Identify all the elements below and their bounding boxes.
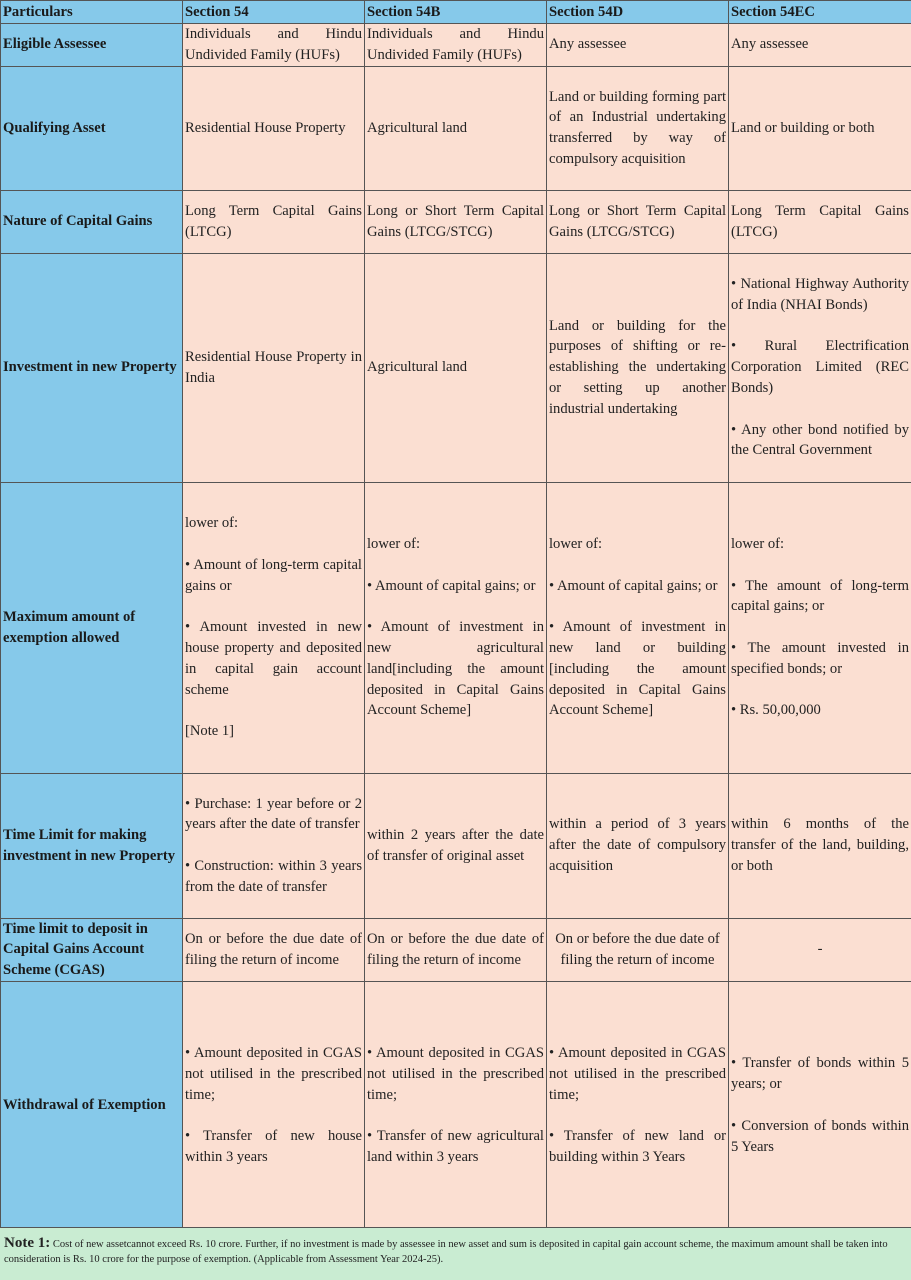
cell-paragraph: Long or Short Term Capital Gains (LTCG/STCG) — [549, 202, 726, 240]
cell-paragraph: lower of: — [549, 536, 603, 552]
cell-time-limit-cgas-section-54d — [547, 918, 729, 981]
cell-paragraph: • Transfer of new house within 3 years — [185, 1128, 362, 1166]
cell-eligible-assessee-section-54d — [547, 24, 729, 67]
header-particulars: Particulars — [1, 1, 183, 24]
paragraph-gap — [185, 596, 362, 617]
row-label-time-limit-investment: Time Limit for making investment in new Property — [1, 773, 183, 918]
cell-paragraph: Land or building or both — [731, 119, 875, 136]
cell-paragraph: Residential House Property in India — [185, 348, 362, 386]
cell-withdrawal-of-exemption-section-54 — [183, 981, 365, 1229]
table-row-investment-in-new-property — [1, 253, 911, 482]
cell-maximum-exemption-section-54d — [547, 482, 729, 773]
cell-maximum-exemption-section-54b — [365, 482, 547, 773]
row-label-investment-in-new-property: Investment in new Property — [1, 253, 183, 482]
cell-eligible-assessee-section-54ec — [729, 24, 911, 67]
table-row-maximum-exemption — [1, 482, 911, 773]
cell-time-limit-investment-section-54ec — [729, 773, 911, 918]
cell-paragraph: lower of: — [731, 536, 785, 552]
cell-paragraph: • Amount of investment in new agricultural land[including the amount deposited in Capital Gains Account Scheme] — [367, 619, 544, 719]
cell-paragraph: • Rural Electrification Corporation Limited (REC Bonds) — [731, 338, 909, 396]
cell-paragraph: On or before the due date of filing the return of income — [185, 930, 362, 968]
cell-paragraph: On or before the due date of filing the return of income — [367, 930, 544, 968]
table-row-withdrawal-of-exemption — [1, 981, 911, 1229]
cell-withdrawal-of-exemption-section-54b — [365, 981, 547, 1229]
cell-nature-of-capital-gains-section-54b — [365, 190, 547, 253]
cell-qualifying-asset-section-54d — [547, 66, 729, 190]
paragraph-gap — [731, 555, 909, 576]
header-row — [1, 1, 911, 24]
table-row-time-limit-cgas — [1, 918, 911, 981]
cell-maximum-exemption-section-54ec — [729, 482, 911, 773]
table-row-qualifying-asset — [1, 66, 911, 190]
cell-paragraph: • Amount deposited in CGAS not utilised in the prescribed time; — [549, 1045, 726, 1103]
cell-time-limit-cgas-section-54b — [365, 918, 547, 981]
cell-paragraph: • Amount of capital gains; or — [549, 577, 718, 594]
cell-nature-of-capital-gains-section-54ec — [729, 190, 911, 253]
cell-paragraph: lower of: — [185, 515, 239, 532]
cell-time-limit-cgas-section-54 — [183, 918, 365, 981]
cell-paragraph: • Transfer of new land or building within 3 Years — [549, 1128, 726, 1166]
row-label-nature-of-capital-gains: Nature of Capital Gains — [1, 190, 183, 253]
cell-qualifying-asset-section-54 — [183, 66, 365, 190]
header-section-54: Section 54 — [183, 1, 365, 24]
cell-qualifying-asset-section-54b — [365, 66, 547, 190]
cell-paragraph: • Transfer of bonds within 5 years; or — [731, 1055, 909, 1093]
cell-paragraph: • Amount of capital gains; or — [367, 577, 536, 594]
cell-paragraph: within 2 years after the date of transfer of original asset — [367, 826, 544, 864]
row-label-qualifying-asset: Qualifying Asset — [1, 66, 183, 190]
cell-paragraph: Land or building forming part of an Industrial undertaking transferred by way of compulsory acquisition — [549, 88, 726, 167]
cell-qualifying-asset-section-54ec — [729, 66, 911, 190]
cell-paragraph: Any assessee — [731, 36, 809, 53]
cell-paragraph: Residential House Property — [185, 119, 346, 136]
note-box — [0, 1227, 911, 1280]
cell-eligible-assessee-section-54 — [183, 24, 365, 67]
paragraph-gap — [731, 617, 909, 638]
paragraph-gap — [549, 1105, 726, 1126]
header-section-54b: Section 54B — [365, 1, 547, 24]
paragraph-gap — [367, 555, 544, 576]
paragraph-gap — [185, 835, 362, 856]
cell-time-limit-investment-section-54d — [547, 773, 729, 918]
paragraph-gap — [549, 596, 726, 617]
cell-investment-in-new-property-section-54 — [183, 253, 365, 482]
cell-nature-of-capital-gains-section-54 — [183, 190, 365, 253]
cell-withdrawal-of-exemption-section-54d — [547, 981, 729, 1229]
note-label: Note 1: — [4, 1235, 51, 1251]
paragraph-gap — [185, 1105, 362, 1126]
cell-paragraph: • The amount invested in specified bonds; or — [731, 639, 909, 677]
cell-paragraph: • Transfer of new agricultural land within 3 years — [367, 1128, 544, 1166]
cell-paragraph: • Amount deposited in CGAS not utilised in the prescribed time; — [367, 1045, 544, 1103]
table-row-eligible-assessee — [1, 24, 911, 67]
row-label-maximum-exemption: Maximum amount of exemption allowed — [1, 482, 183, 773]
header-section-54ec: Section 54EC — [729, 1, 911, 24]
table-row-nature-of-capital-gains — [1, 190, 911, 253]
paragraph-gap — [549, 555, 726, 576]
paragraph-gap — [367, 596, 544, 617]
cell-paragraph: • Amount deposited in CGAS not utilised in the prescribed time; — [185, 1045, 362, 1103]
paragraph-gap — [731, 399, 909, 420]
cell-eligible-assessee-section-54b — [365, 24, 547, 67]
cell-time-limit-cgas-section-54ec — [729, 918, 911, 981]
paragraph-gap — [185, 534, 362, 555]
cell-paragraph: Long Term Capital Gains (LTCG) — [731, 202, 909, 240]
cell-paragraph: Individuals and Hindu Undivided Family (HUFs) — [185, 26, 362, 63]
cell-investment-in-new-property-section-54ec — [729, 253, 911, 482]
paragraph-gap — [731, 316, 909, 337]
paragraph-gap — [731, 1095, 909, 1116]
cell-paragraph: lower of: — [367, 536, 421, 552]
cell-paragraph: • Amount of investment in new land or building [including the amount deposited in Capital Gains Account Scheme] — [549, 619, 726, 719]
row-label-withdrawal-of-exemption: Withdrawal of Exemption — [1, 981, 183, 1229]
paragraph-gap — [731, 680, 909, 701]
cell-paragraph: • Construction: within 3 years from the date of transfer — [185, 857, 362, 895]
row-label-time-limit-cgas: Time limit to deposit in Capital Gains Account Scheme (CGAS) — [1, 918, 183, 981]
cell-paragraph: On or before the due date of filing the return of income — [555, 930, 720, 968]
cell-paragraph: • Amount invested in new house property and deposited in capital gain account scheme — [185, 619, 362, 698]
cell-nature-of-capital-gains-section-54d — [547, 190, 729, 253]
cell-paragraph: • Purchase: 1 year before or 2 years after the date of transfer — [185, 795, 362, 833]
paragraph-gap — [367, 1105, 544, 1126]
cell-paragraph: Long or Short Term Capital Gains (LTCG/STCG) — [367, 202, 544, 240]
cell-paragraph: within 6 months of the transfer of the land, building, or both — [731, 816, 909, 874]
cell-paragraph: Any assessee — [549, 36, 627, 53]
cell-paragraph: within a period of 3 years after the date of compulsory acquisition — [549, 816, 726, 874]
cell-investment-in-new-property-section-54b — [365, 253, 547, 482]
cell-paragraph: [Note 1] — [185, 723, 235, 740]
table-row-time-limit-investment — [1, 773, 911, 918]
cell-paragraph: • The amount of long-term capital gains; or — [731, 577, 909, 615]
cell-paragraph: - — [817, 941, 823, 958]
cell-paragraph: • National Highway Authority of India (NHAI Bonds) — [731, 276, 909, 313]
cell-time-limit-investment-section-54b — [365, 773, 547, 918]
cell-paragraph: • Any other bond notified by the Central Government — [731, 421, 909, 459]
note-text: Cost of new assetcannot exceed Rs. 10 crore. Further, if no investment is made by assessee in new asset and sum is deposited in capital gain account scheme, the maximum amount shall be taken into consideration is Rs. 10 crore for the purpose of exemption. (Applicable from Assessment Year 2024-25). — [4, 1239, 888, 1265]
cell-paragraph: • Rs. 50,00,000 — [731, 702, 821, 719]
row-label-eligible-assessee: Eligible Assessee — [1, 24, 183, 67]
cell-paragraph: • Amount of long-term capital gains or — [185, 556, 362, 594]
cell-paragraph: Long Term Capital Gains (LTCG) — [185, 202, 362, 240]
cell-maximum-exemption-section-54 — [183, 482, 365, 773]
cell-paragraph: Individuals and Hindu Undivided Family (HUFs) — [367, 26, 544, 63]
cell-paragraph: • Conversion of bonds within 5 Years — [731, 1117, 909, 1155]
paragraph-gap — [185, 700, 362, 721]
cell-investment-in-new-property-section-54d — [547, 253, 729, 482]
cell-paragraph: Agricultural land — [367, 359, 468, 376]
cell-withdrawal-of-exemption-section-54ec — [729, 981, 911, 1229]
header-section-54d: Section 54D — [547, 1, 729, 24]
cell-paragraph: Agricultural land — [367, 119, 468, 136]
cell-paragraph: Land or building for the purposes of shifting or re-establishing the undertaking or setting up another industrial undertaking — [549, 317, 726, 417]
cell-time-limit-investment-section-54 — [183, 773, 365, 918]
